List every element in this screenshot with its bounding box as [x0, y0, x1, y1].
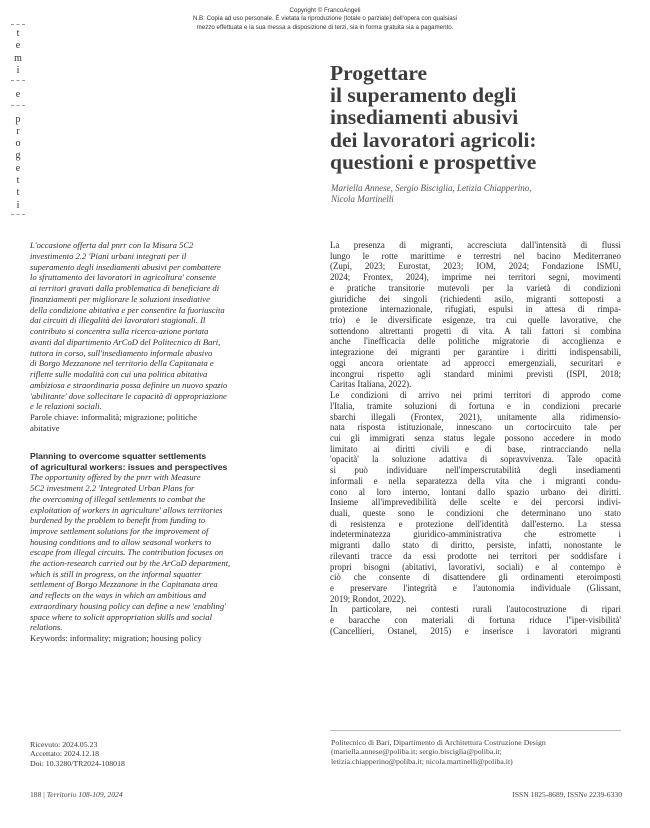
- side-letter: r: [16, 125, 20, 137]
- abstract-italian-line: dai circuiti di illegalità dei lavoratori stagionali. Il: [30, 315, 206, 326]
- abstract-english-line: improve settlement solutions for the improvement of: [30, 525, 209, 536]
- body-line: l'Italia, tramite soluzioni di fortuna e in condizioni precarie: [330, 400, 621, 411]
- article-title: [330, 62, 630, 173]
- body-line: 'opacità' la soluzione adattiva di sopravvivenza. Tale opacità: [330, 454, 621, 465]
- side-letter: m: [14, 52, 22, 64]
- page-number: 188: [30, 790, 42, 799]
- body-line: e baracche con materiali di fortuna riduce l''iper-visibilità': [330, 615, 621, 626]
- copyright-line-3: mezzo effettuata e la sua messa a disposizione di terzi, sia in forma gratuita sia a pagamento.: [196, 23, 454, 31]
- english-title-line-2: of agricultural workers: issues and perspectives: [30, 461, 228, 472]
- abstract-english-text: [30, 472, 292, 633]
- body-line: informali e nella separatezza della vita che i migranti condu-: [330, 475, 621, 486]
- body-line: protezione internazionale, rifugiati, espulsi in attesa di rimpa-: [330, 304, 621, 315]
- side-letter: i: [16, 199, 20, 211]
- abstract-english: [30, 451, 292, 644]
- side-divider: [11, 80, 25, 81]
- body-line: rilevanti tracce da essi prodotte nei territori per soddisfare i: [330, 550, 621, 561]
- side-section-label: [11, 24, 25, 240]
- body-line: propri bisogni (abitativi, lavorativi, sociali) e al contempo è: [330, 561, 621, 572]
- body-line: sbarchi illegali (Frontex, 2021), unitamente alla ridimensio-: [330, 411, 621, 422]
- abstract-english-line: the overcoming of illegal settlements to combat the: [30, 493, 206, 504]
- title-line-3: insediamenti abusivi: [330, 105, 519, 130]
- copyright-notice: [0, 7, 650, 32]
- abstract-italian-line: investimento 2.2 'Piani urbani integrati per il: [30, 250, 187, 261]
- title-line-5: questioni e prospettive: [330, 149, 537, 174]
- side-letter: e: [15, 162, 21, 174]
- side-letter: p: [15, 113, 21, 125]
- abstract-italian-line: contributo si concentra sulla ricerca-azione portata: [30, 326, 209, 336]
- title-line-4: dei lavoratori agricoli:: [330, 127, 537, 152]
- body-line: integrazione dei migranti per garantire i diritti indispensabili,: [330, 347, 621, 358]
- copyright-line-2: N.B: Copia ad uso personale. È vietata la riproduzione (totale o parziale) dell'opera con qualsiasi: [192, 15, 458, 23]
- article-body: [330, 240, 621, 637]
- received-date: Ricevuto: 2024.05.23: [30, 740, 98, 749]
- abstract-italian: [30, 240, 292, 434]
- submission-info: [30, 740, 230, 768]
- body-line: nata risposta istituzionale, innescano un cortocircuito tale per: [330, 422, 621, 433]
- body-line: oggi ancora orientate ad approcci emergenziali, securitari e: [330, 357, 621, 368]
- doi: Doi: 10.3280/TR2024-108018: [30, 758, 125, 768]
- body-line: anche l'inefficacia delle politiche migratorie di accoglienza e: [330, 336, 621, 347]
- body-line: (Zupi, 2023; Eurostat, 2023; IOM, 2024; Fondazione ISMU,: [330, 261, 621, 272]
- issn: ISSN 1825-8689, ISSNe 2239-6330: [512, 790, 622, 799]
- abstract-english-line: and reflects on the ways in which an ambitious and: [30, 590, 207, 601]
- abstract-italian-line: ambiziosa e straordinaria possa definire un nuovo spazio: [30, 379, 228, 390]
- side-letter: t: [16, 175, 20, 186]
- side-letter: e: [15, 40, 21, 52]
- body-line: si può individuare nell'imperscrutabilità degli insediamenti: [330, 465, 621, 476]
- abstract-english-line: the action-research carried out by the ArCoD department,: [30, 558, 231, 569]
- copyright-line-1: Copyright © FrancoAngeli: [289, 7, 361, 14]
- side-letter: t: [16, 187, 20, 199]
- body-line: In particolare, nei contesti rurali l'autocostruzione di ripari: [330, 604, 621, 615]
- abstract-italian-line: L'occasione offerta dal pnrr con la Misura 5C2: [30, 240, 194, 250]
- abstract-italian-line: tuttora in corso, sull'insediamento informale abusivo: [30, 347, 213, 358]
- side-divider: [11, 105, 25, 106]
- body-line: (Cancellieri, Ostanel, 2015) e inserisce i lavoratori migranti: [330, 625, 621, 636]
- keywords-italian-line-1: Parole chiave: informalità; migrazione; politiche: [30, 412, 198, 422]
- abstract-english-line: The opportunity offered by the pnrr with Measure: [30, 472, 201, 483]
- abstract-english-line: housing conditions and to allow seasonal workers to: [30, 536, 212, 547]
- body-line: cono al loro interno, lontani dallo spazio urbano dei diritti.: [330, 486, 621, 497]
- title-line-2: il superamento degli: [330, 83, 517, 108]
- abstract-italian-line: lo sfruttamento dei lavoratori in agricoltura' consente: [30, 272, 217, 283]
- affiliation: [331, 738, 622, 766]
- authors-line-1: Mariella Annese, Sergio Bisciglia, Letizia Chiapperino,: [331, 183, 532, 193]
- english-title-line-1: Planning to overcome squatter settlements: [30, 451, 207, 461]
- body-line: trio) e le diversificate esigenze, tra cui quelle lavorative, che: [330, 315, 621, 326]
- abstract-italian-line: 'abilitante' dove sollecitare le capacità di appropriazione: [30, 390, 227, 401]
- side-divider: [11, 214, 25, 215]
- affiliation-line-2: (mariella.annese@poliba.it; sergio.bisciglia@poliba.it;: [331, 747, 502, 757]
- side-letter: g: [15, 150, 21, 162]
- abstract-english-line: settlement of Borgo Mezzanone in the Capitanata area: [30, 579, 218, 590]
- body-line: sottendono altrettanti progetti di vita. A tali fattori si combina: [330, 325, 621, 336]
- abstract-english-line: 5C2 investment 2.2 'Integrated Urban Plans for: [30, 483, 195, 494]
- side-divider: [11, 24, 25, 25]
- journal-name: Territorio 108-109, 2024: [46, 790, 123, 799]
- accepted-date: Accettato: 2024.12.18: [30, 749, 100, 759]
- body-line: ciò che consente di disattendere gli ordinamenti eteroimposti: [330, 572, 621, 583]
- abstract-english-line: which is still in progress, on the informal squatter: [30, 568, 202, 579]
- body-line: Le condizioni di arrivo nei primi territori di approdo come: [330, 390, 621, 401]
- keywords-english: Keywords: informality; migration; housing policy: [30, 632, 202, 643]
- body-line: indeterminatezza giuridico-amministrativa che estromette i: [330, 529, 621, 540]
- abstract-italian-line: superamento degli insediamenti abusivi per combattere: [30, 261, 221, 272]
- side-letter: i: [16, 64, 20, 76]
- body-line: lungo le rotte marittime e terrestri nel bacino Mediterraneo: [330, 250, 621, 261]
- side-letter: e: [15, 89, 21, 101]
- body-line: e preservare l'integrità e l'autonomia individuale (Glissant,: [330, 583, 621, 593]
- affiliation-line-1: Politecnico di Bari, Dipartimento di Architettura Costruzione Design: [331, 738, 546, 747]
- body-line: 2019; Rondot, 2022).: [330, 593, 406, 604]
- abstract-english-line: burdened by the problem to benefit from funding to: [30, 515, 206, 526]
- abstract-italian-text: [30, 240, 292, 412]
- body-line: e pratiche transitorie mutevoli per la varietà di condizioni: [330, 282, 621, 293]
- abstract-english-line: exploitation of workers in agriculture' allows territories: [30, 504, 223, 515]
- abstract-english-line: space where to solicit appropriation skills and social: [30, 611, 212, 622]
- title-line-1: Progettare: [330, 61, 428, 85]
- abstract-italian-line: della condizione abitativa e per consentire la fuoriuscita: [30, 304, 225, 315]
- abstract-english-line: relations.: [30, 622, 63, 633]
- body-line: Caritas Italiana, 2022).: [330, 379, 412, 390]
- side-letter: o: [15, 138, 21, 150]
- body-line: duali, queste sono le condizioni che determinano uno stato: [330, 507, 621, 518]
- page-footer: [30, 790, 622, 802]
- abstract-english-line: extraordinary housing policy can define a new 'enabling': [30, 600, 226, 611]
- abstract-italian-line: ai territori gravati dalla problematica di beneficiare di: [30, 283, 220, 293]
- authors: [331, 183, 621, 204]
- footer-left: [30, 790, 123, 799]
- authors-line-2: Nicola Martinelli: [331, 193, 394, 204]
- affiliation-divider: [330, 730, 621, 731]
- abstract-italian-line: finanziamenti per migliorare le soluzioni insediative: [30, 293, 210, 304]
- keywords-italian-line-2: abitative: [30, 422, 60, 433]
- body-line: di resistenza e protezione dell'identità dall'esterno. La stessa: [330, 518, 621, 529]
- body-line: 2024; Frontex, 2024), imprime nei territori segni, movimenti: [330, 272, 621, 283]
- abstract-italian-line: di Borgo Mezzanone nel territorio della Capitanata e: [30, 358, 214, 369]
- body-line: La presenza di migranti, accresciuta dall'intensità di flussi: [330, 240, 621, 250]
- body-line: cui gli immigrati senza status legale possono accedere in modo: [330, 432, 621, 443]
- abstract-italian-line: avanti dal dipartimento ArCoD del Politecnico di Bari,: [30, 336, 221, 347]
- abstract-italian-line: riflette sulle modalità con cui una politica abitativa: [30, 369, 208, 379]
- body-line: limitato ai diritti civili e di base, rintracciando nella: [330, 443, 621, 454]
- affiliation-line-3: letizia.chiapperino@poliba.it; nicola.martinelli@poliba.it): [331, 756, 513, 766]
- side-letter: t: [16, 28, 20, 39]
- abstract-english-line: escape from illegal circuits. The contribution focuses on: [30, 547, 224, 558]
- body-line: incongrui rispetto agli standard minimi previsti (ISPI, 2018;: [330, 368, 621, 379]
- body-line: giuridiche dei singoli (richiedenti asilo, migranti sottoposti a: [330, 293, 621, 304]
- body-line: migranti dallo stato di diritto, persiste, infatti, nonostante le: [330, 540, 621, 551]
- body-line: Insieme all'imprevedibilità delle scelte e dei percorsi indivi-: [330, 497, 621, 508]
- abstract-italian-line: e le relazioni sociali.: [30, 401, 102, 412]
- footer-separator: |: [43, 790, 45, 799]
